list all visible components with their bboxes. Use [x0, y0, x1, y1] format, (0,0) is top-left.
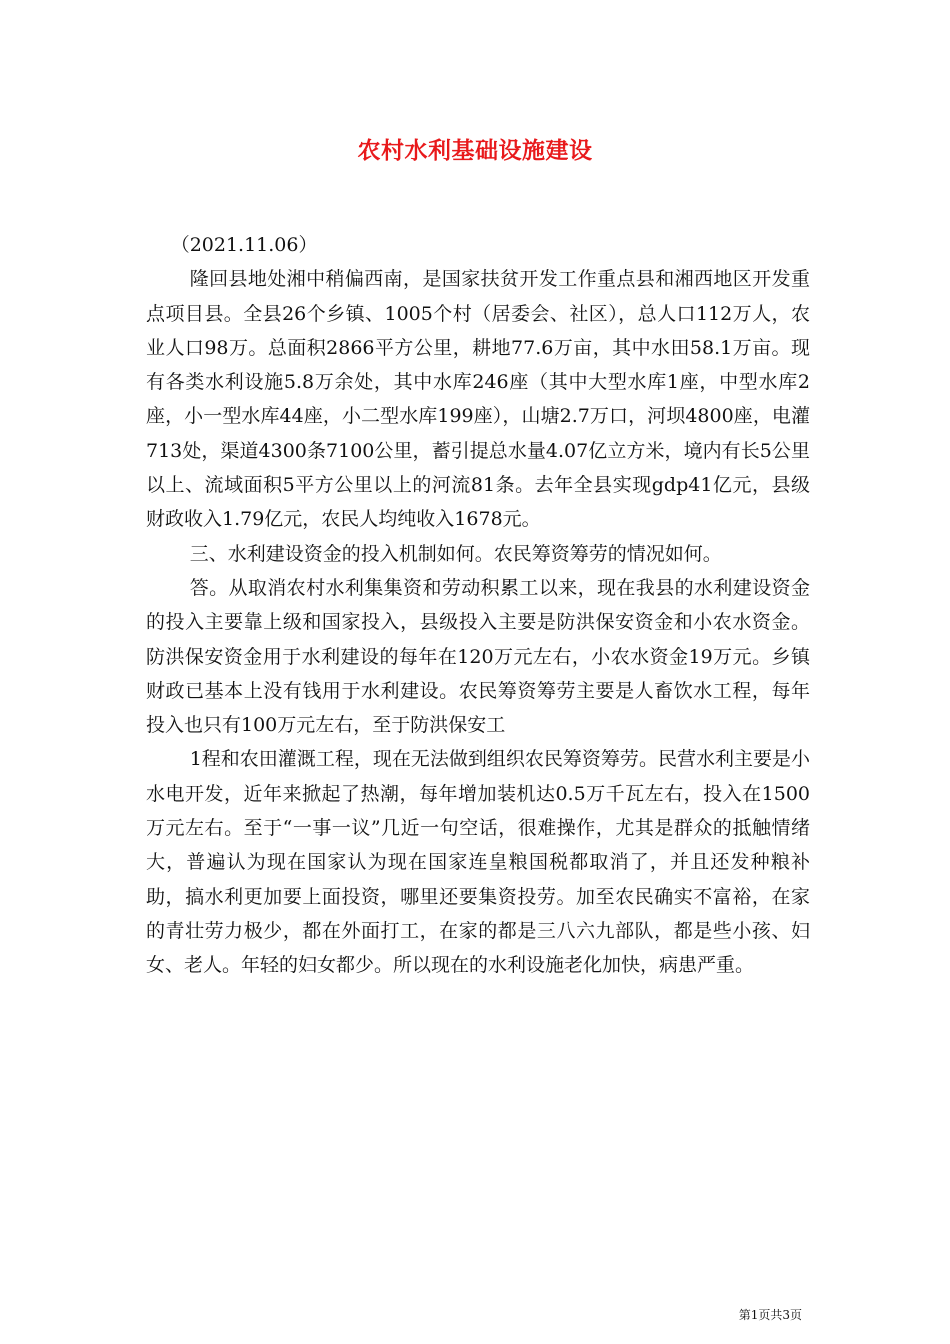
- document-title: 农村水利基础设施建设: [357, 137, 593, 164]
- document-date: （2021.11.06）: [170, 234, 318, 256]
- paragraph-overview: 隆回县地处湘中稍偏西南，是国家扶贫开发工作重点县和湘西地区开发重点项目县。全县26个乡镇、1005个村（居委会、社区），总人口112万人，农业人口98万。总面积2866平方公里，耕地77.6万亩，其中水田58.1万亩。现有各类水利设施5.8万余处，其中水库246座（其中大型水库1座，中型水库2座，小一型水库44座，小二型水库199座），山塘2.7万口，河坝4800座，电灌713处，渠道4300条7100公里，蓄引提总水量4.07亿立方米，境内有长5公里以上、流域面积5平方公里以上的河流81条。去年全县实现gdp41亿元，县级财政收入1.79亿元，农民人均纯收入1678元。: [146, 268, 810, 531]
- page-number: 第1页共3页: [738, 1308, 802, 1322]
- document-body: [146, 228, 810, 983]
- paragraph-answer: 答。从取消农村水利集集资和劳动积累工以来，现在我县的水利建设资金的投入主要靠上级和国家投入，县级投入主要是防洪保安资金和小农水资金。防洪保安资金用于水利建设的每年在120万元左右，小农水资金19万元。乡镇财政已基本上没有钱用于水利建设。农民筹资筹劳主要是人畜饮水工程，每年投入也只有100万元左右，至于防洪保安工: [146, 576, 810, 737]
- paragraph-continuation: 1程和农田灌溉工程，现在无法做到组织农民筹资筹劳。民营水利主要是小水电开发，近年来掀起了热潮，每年增加装机达0.5万千瓦左右，投入在1500万元左右。至于“一事一议”几近一句空话，很难操作，尤其是群众的抵触情绪大，普遍认为现在国家认为现在国家连皇粮国税都取消了，并且还发种粮补助，搞水利更加要上面投资，哪里还要集资投劳。加至农民确实不富裕，在家的青壮劳力极少，都在外面打工，在家的都是三八六九部队，都是些小孩、妇女、老人。年轻的妇女都少。所以现在的水利设施老化加快，病患严重。: [146, 748, 810, 977]
- paragraph-question: 三、水利建设资金的投入机制如何。农民筹资筹劳的情况如何。: [189, 542, 722, 565]
